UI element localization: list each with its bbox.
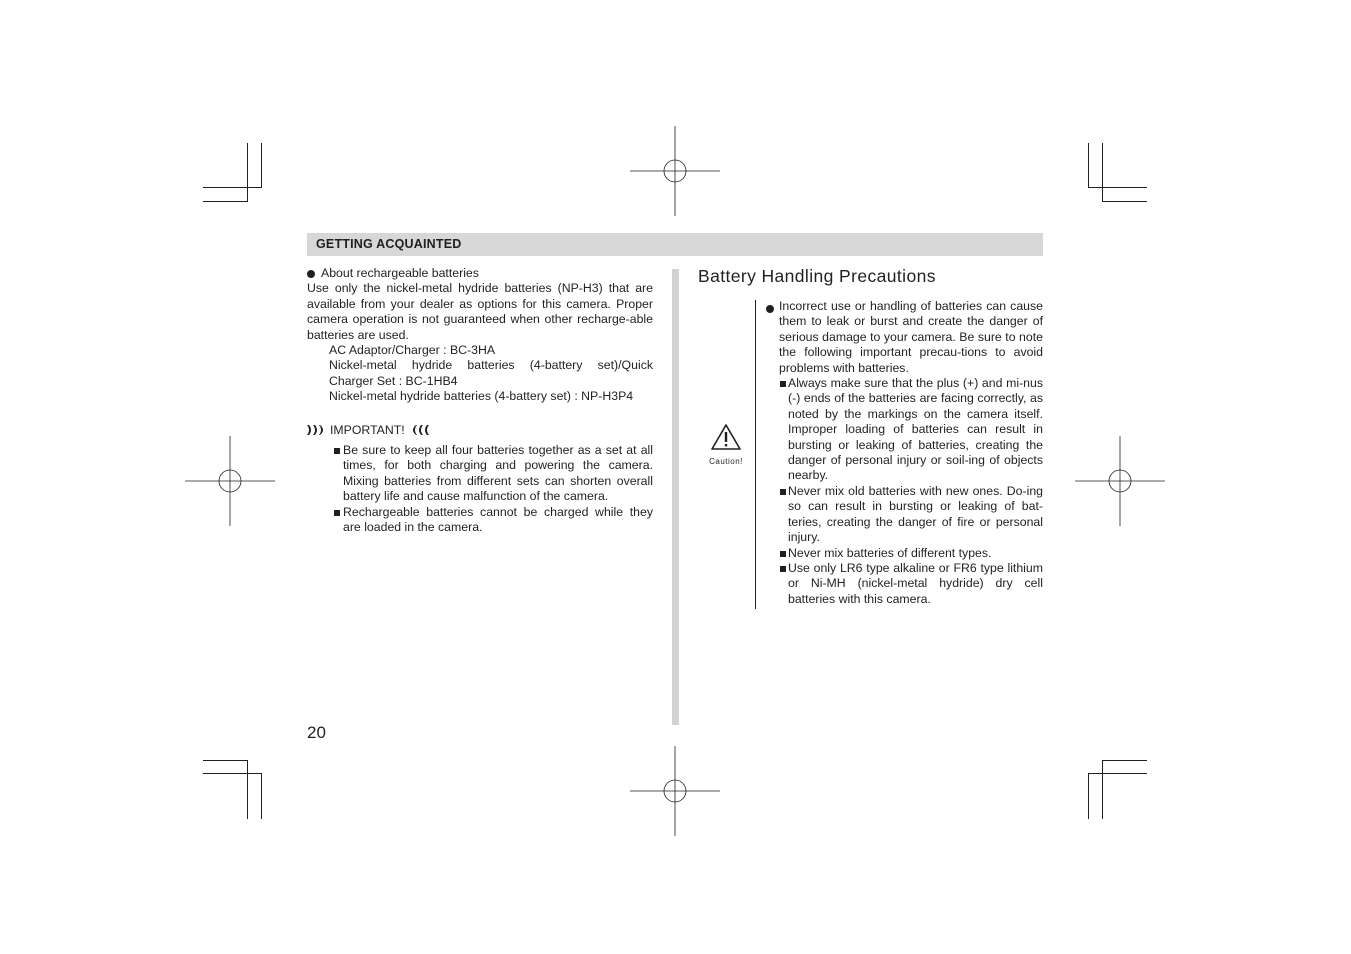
list-item: Never mix batteries of different types.: [779, 546, 1043, 561]
accessory-item: Nickel-metal hydride batteries (4-battery set) : NP-H3P4: [329, 389, 634, 404]
arrows-left-icon: [410, 425, 429, 435]
rechargeable-heading: [307, 266, 653, 281]
precautions-intro: [766, 299, 1043, 376]
warning-triangle-icon: [710, 423, 742, 451]
column-divider: [672, 269, 679, 725]
registration-mark: [1075, 436, 1165, 526]
page-number: 20: [307, 723, 326, 742]
crop-mark: [261, 143, 262, 188]
bullet-dot-icon: [307, 270, 315, 278]
arrows-right-icon: [307, 425, 326, 435]
precautions-list: [779, 376, 1043, 607]
left-column: [307, 266, 653, 536]
crop-mark: [261, 773, 262, 819]
accessory-item: AC Adaptor/Charger : BC-3HA: [329, 343, 496, 358]
caution-rule: [755, 300, 756, 609]
list-item: Use only LR6 type alkaline or FR6 type lithium or Ni-MH (nickel-metal hydride) dry cell batteries with this camera.: [779, 561, 1043, 607]
crop-mark: [1088, 773, 1089, 819]
section-title: Battery Handling Precautions: [698, 266, 936, 286]
important-heading: [307, 423, 653, 438]
rechargeable-paragraph: Use only the nickel-metal hydride batteries (NP-H3) that are available from your dealer as options for this camera. Proper camera operation is not guaranteed when other recharge-able batteries are used.: [307, 281, 653, 342]
crop-mark: [247, 143, 248, 201]
caution-marker: [707, 423, 745, 466]
list-item: Always make sure that the plus (+) and mi-nus (-) ends of the batteries are facing correctly, as noted by the markings on the camera itself. Improper loading of batteries can result in bursting or leaking of batteries, creating the danger of personal injury or soil-ing of objects nearby.: [779, 376, 1043, 484]
right-column: [766, 299, 1043, 607]
crop-mark: [1102, 143, 1103, 201]
registration-mark: [630, 746, 720, 836]
crop-mark: [1102, 760, 1103, 819]
accessory-item: Nickel-metal hydride batteries (4-battery set)/Quick Charger Set : BC-1HB4: [329, 358, 653, 388]
crop-mark: [203, 760, 248, 761]
crop-mark: [247, 760, 248, 819]
crop-mark: [1089, 187, 1147, 188]
caution-label: Caution!: [709, 457, 743, 466]
list-item: Rechargeable batteries cannot be charged while they are loaded in the camera.: [334, 505, 653, 536]
registration-mark: [185, 436, 275, 526]
rechargeable-heading-text: About rechargeable batteries: [321, 266, 479, 280]
crop-mark: [203, 201, 248, 202]
crop-mark: [1089, 773, 1147, 774]
list-item: Be sure to keep all four batteries together as a set at all times, for both charging and powering the camera. Mixing batteries from different sets can shorten overall battery life and cause malfunction of the camera.: [334, 443, 653, 505]
important-label: IMPORTANT!: [330, 422, 405, 437]
precautions-intro-text: Incorrect use or handling of batteries can cause them to leak or burst and create the danger of serious damage to your camera. Be sure to note the following important precau-tions to avoid problems with batteries.: [779, 299, 1043, 375]
crop-mark: [1088, 143, 1089, 188]
crop-mark: [203, 187, 261, 188]
section-header-bar: [307, 233, 1043, 256]
crop-mark: [1102, 760, 1147, 761]
list-item: Never mix old batteries with new ones. Do-ing so can result in bursting or leaking of bat-teries, creating the danger of fire or personal injury.: [779, 484, 1043, 546]
bullet-dot-icon: [766, 305, 774, 313]
important-notes-list: [334, 443, 653, 535]
crop-mark: [1102, 201, 1147, 202]
crop-mark: [203, 773, 261, 774]
section-header-title: GETTING ACQUAINTED: [316, 237, 462, 251]
registration-mark: [630, 126, 720, 216]
